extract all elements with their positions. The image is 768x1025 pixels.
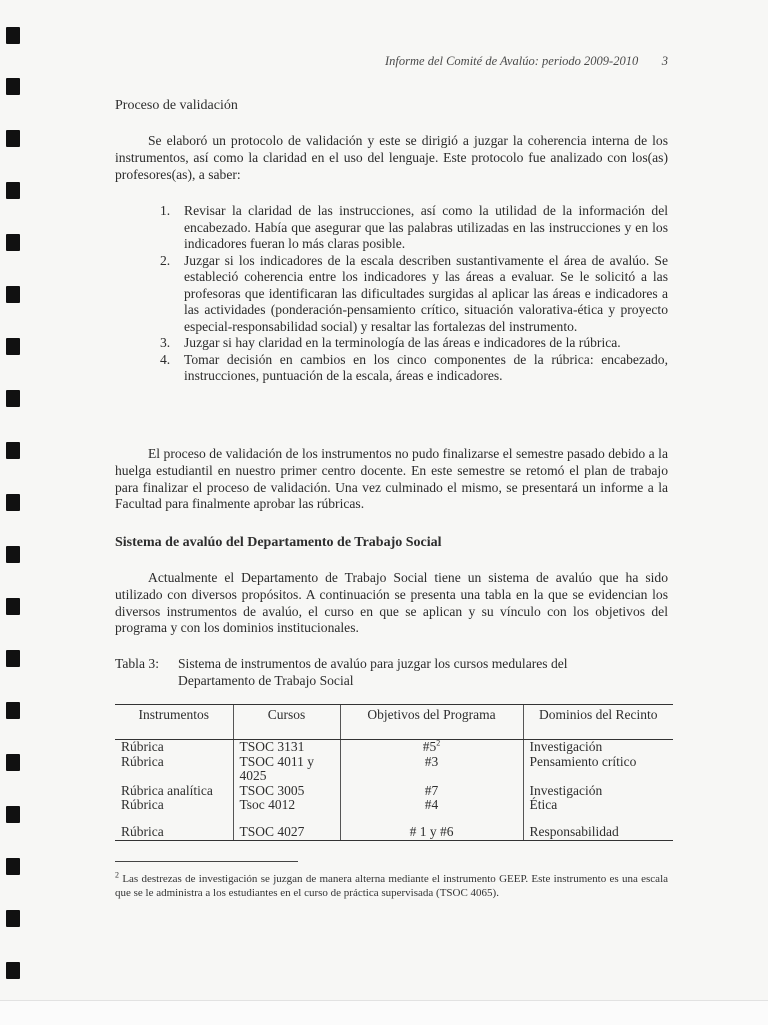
- paragraph-sistema-intro: Actualmente el Departamento de Trabajo Social tiene un sistema de avalúo que ha sido utilizado con diversos propósitos. A continuación se presenta una tabla en la que se evidencian los diversos instrumentos de avalúo, el curso en que se aplican y su vínculo con los objetivos del programa y con los dominios institucionales.: [115, 570, 668, 636]
- table-caption-label: Tabla 3:: [115, 656, 159, 671]
- binding-hole: [6, 390, 20, 407]
- footnote-marker: 2: [115, 870, 119, 880]
- binding-hole: [6, 286, 20, 303]
- table-cell: TSOC 4027: [233, 813, 340, 841]
- list-item-text: Juzgar si hay claridad en la terminología de las áreas e indicadores de la rúbrica.: [184, 335, 621, 350]
- running-header: [385, 54, 668, 69]
- page-number: 3: [661, 54, 668, 68]
- table-cell: TSOC 4011 y 4025: [233, 755, 340, 784]
- binding-hole: [6, 442, 20, 459]
- table-caption-continuation: Departamento de Trabajo Social: [178, 672, 354, 688]
- binding-hole: [6, 494, 20, 511]
- table-row: [115, 784, 673, 799]
- table-cell: Investigación: [523, 740, 673, 755]
- table-cell: Ética: [523, 798, 673, 813]
- list-item-text: Revisar la claridad de las instrucciones, así como la utilidad de la información del encabezado. Había que asegurar que las palabras utilizadas en las instrucciones y en los indicadores fueran lo más claras posible.: [184, 203, 668, 251]
- list-number: 2.: [160, 252, 171, 268]
- table-cell: Rúbrica analítica: [121, 782, 213, 798]
- table-cell: Rúbrica: [121, 797, 164, 812]
- instruments-table: [115, 704, 673, 841]
- list-item: [160, 253, 668, 336]
- table-cell: Pensamiento crítico: [523, 755, 673, 784]
- footnote-text: Las destrezas de investigación se juzgan de manera alterna mediante el instrumento GEEP. Este instrumento es una escala que se le administra a los estudiantes en el curso de práctica supervisada (TSOC 4065).: [115, 873, 669, 899]
- binding-hole: [6, 910, 20, 927]
- footnote-marker: 2: [436, 738, 441, 748]
- table-row: [115, 813, 673, 841]
- table-cell: TSOC 3131: [233, 740, 340, 755]
- list-number: 4.: [160, 351, 171, 367]
- table-cell: [340, 740, 523, 755]
- table-cell: Rúbrica: [115, 813, 233, 841]
- table-cell-text: #5: [422, 739, 437, 754]
- table-cell: Rúbrica: [121, 753, 164, 769]
- column-header: Objetivos del Programa: [340, 705, 523, 740]
- list-item-text: Tomar decisión en cambios en los cinco componentes de la rúbrica: encabezado, instrucciones, puntuación de la escala, áreas e indicadores.: [184, 351, 668, 383]
- table-cell: #3: [340, 755, 523, 784]
- binding-hole: [6, 650, 20, 667]
- spiral-binding: [0, 0, 30, 1000]
- list-item: [160, 352, 668, 385]
- column-header: Instrumentos: [115, 705, 233, 740]
- footnote-divider: [115, 861, 298, 862]
- binding-hole: [6, 78, 20, 95]
- table-caption-text: Sistema de instrumentos de avalúo para juzgar los cursos medulares del: [178, 656, 568, 671]
- section-title-validacion: Proceso de validación: [115, 98, 238, 113]
- list-item: [160, 335, 668, 352]
- binding-hole: [6, 702, 20, 719]
- table-caption: [115, 656, 668, 690]
- binding-hole: [6, 546, 20, 563]
- table-row: [115, 798, 673, 813]
- footnote: [115, 872, 668, 900]
- list-item-text: Juzgar si los indicadores de la escala describen sustantivamente el área de avalúo. Se estableció coherencia entre los indicadores y las áreas a evaluar. Se le solicitó a las profesoras que identificaran las dificultades surgidas al aplicar las áreas e indicadores a las actividades (ponderación-pensamiento crítico, situación valorativa-ética y proyecto especial-responsabilidad social) y resaltar las fortalezas del instrumento.: [184, 252, 668, 334]
- column-header: Cursos: [233, 705, 340, 740]
- binding-hole: [6, 130, 20, 147]
- page-bottom-edge: [0, 1000, 768, 1025]
- table-header-row: [115, 705, 673, 740]
- list-item: [160, 203, 668, 253]
- list-number: 1.: [160, 203, 171, 218]
- binding-hole: [6, 806, 20, 823]
- binding-hole: [6, 182, 20, 199]
- table-cell: Tsoc 4012: [233, 798, 340, 813]
- binding-hole: [6, 754, 20, 771]
- paragraph-validacion-closing: El proceso de validación de los instrumentos no pudo finalizarse el semestre pasado debido a la huelga estudiantil en nuestro primer centro docente. En este semestre se retomó el plan de trabajo para finalizar el proceso de validación. Una vez culminado el mismo, se presentará un informe a la Facultad para finalmente aprobar las rúbricas.: [115, 446, 668, 512]
- validation-steps-list: [160, 203, 668, 385]
- table-cell: TSOC 3005: [233, 784, 340, 799]
- list-number: 3.: [160, 335, 171, 350]
- binding-hole: [6, 598, 20, 615]
- table-cell: #7: [340, 784, 523, 799]
- table-row: [115, 755, 673, 784]
- table-row: [115, 740, 673, 755]
- section-title-sistema-avaluo: Sistema de avalúo del Departamento de Trabajo Social: [115, 535, 442, 550]
- binding-hole: [6, 858, 20, 875]
- binding-hole: [6, 234, 20, 251]
- table-cell: #4: [340, 798, 523, 813]
- paragraph-validacion-intro: Se elaboró un protocolo de validación y este se dirigió a juzgar la coherencia interna de los instrumentos, así como la claridad en el uso del lenguaje. Este protocolo fue analizado con los(as) profesores(as), a saber:: [115, 133, 668, 182]
- column-header: Dominios del Recinto: [523, 705, 673, 740]
- table-cell: Investigación: [523, 784, 673, 799]
- running-title: Informe del Comité de Avalúo: periodo 2009-2010: [385, 54, 639, 68]
- binding-hole: [6, 962, 20, 979]
- binding-hole: [6, 338, 20, 355]
- binding-hole: [6, 27, 20, 44]
- table-cell: Responsabilidad: [523, 813, 673, 841]
- table-cell: # 1 y #6: [340, 813, 523, 841]
- table-cell: Rúbrica: [121, 739, 164, 754]
